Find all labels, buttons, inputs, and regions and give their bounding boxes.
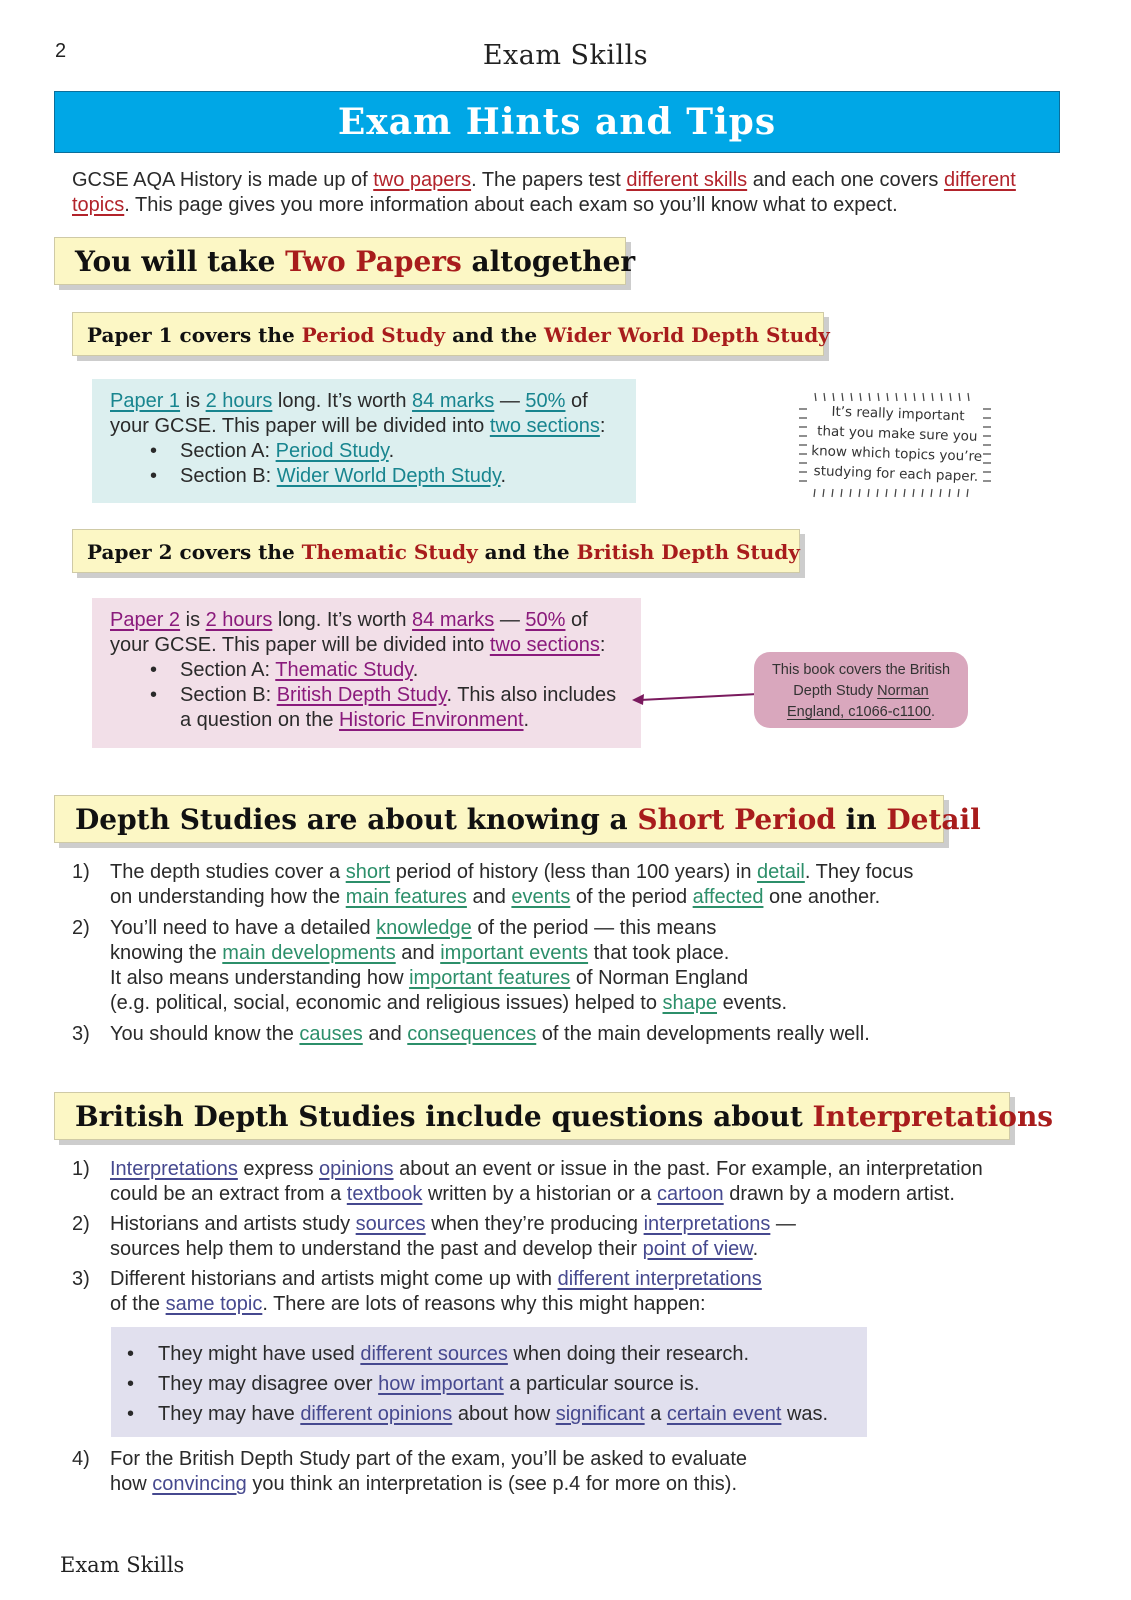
depth-list: 1) The depth studies cover a short period of history (less than 100 years) in detail. They focus on understanding how the main features and events of the period affected one another. 2) You’ll need to have a detailed knowledge of the period — this means knowing the main developments and important events that took place. It also means understanding how important features of Norman England (e.g. political, social, economic and religious issues) helped to shape events. 3) You should know the causes and consequences of the main developments really well.	[72, 861, 914, 1045]
link-two-sections[interactable]: two sections	[489, 634, 600, 656]
arrow-icon	[630, 688, 760, 708]
page-title: Exam Hints and Tips	[337, 101, 777, 143]
page-number: 2	[55, 40, 67, 62]
link-topics[interactable]: topics	[72, 194, 125, 216]
list-item: • Section A: Period Study.	[150, 440, 395, 462]
heading-depth-studies: Depth Studies are about knowing a Short Period in Detail	[54, 795, 944, 843]
link-paper-2[interactable]: Paper 2	[110, 609, 181, 631]
link-two-sections[interactable]: two sections	[489, 415, 600, 437]
list-item: • Section A: Thematic Study.	[150, 659, 419, 681]
note-important: It’s really important that you make sure you know which topics you’re studying for each paper.	[810, 403, 983, 485]
heading-interpretations: British Depth Studies include questions about Interpretations	[54, 1092, 1010, 1140]
list-item: • They may disagree over how important a particular source is.	[127, 1373, 700, 1395]
link-different[interactable]: different	[943, 169, 1016, 191]
footer-label: Exam Skills	[60, 1553, 185, 1577]
list-item: • They may have different opinions about how significant a certain event was.	[127, 1403, 829, 1425]
heading-two-papers: You will take Two Papers altogether	[54, 237, 626, 285]
link-2-hours[interactable]: 2 hours	[205, 390, 273, 412]
link-50-percent[interactable]: 50%	[525, 609, 566, 631]
link-period-study[interactable]: Period Study	[275, 440, 389, 462]
link-wider-world-depth-study[interactable]: Wider World Depth Study	[276, 465, 501, 487]
link-paper-1[interactable]: Paper 1	[110, 390, 181, 412]
heading-paper-2: Paper 2 covers the Thematic Study and the British Depth Study	[72, 529, 800, 573]
link-2-hours[interactable]: 2 hours	[205, 609, 273, 631]
link-50-percent[interactable]: 50%	[525, 390, 566, 412]
link-british-depth-study[interactable]: British Depth Study	[276, 684, 447, 706]
list-item: • They might have used different sources when doing their research.	[127, 1343, 750, 1365]
title-bar	[54, 91, 1060, 153]
heading-paper-1: Paper 1 covers the Period Study and the Wider World Depth Study	[72, 312, 824, 356]
link-thematic-study[interactable]: Thematic Study	[275, 659, 413, 681]
intro-paragraph: GCSE AQA History is made up of two papers. The papers test different skills and each one covers different topics. This page gives you more information about each exam so you’ll know what to expect.	[72, 169, 1016, 216]
link-84-marks[interactable]: 84 marks	[412, 609, 495, 631]
paper-2-info-box: Paper 2 is 2 hours long. It’s worth 84 marks — 50% of your GCSE. This paper will be divided into two sections: • Section A: Thematic Study. • Section B: British Depth Study. This also includes a question on the Historic Environment.	[92, 598, 641, 748]
running-head: Exam Skills	[482, 40, 649, 71]
paper-1-info-box: Paper 1 is 2 hours long. It’s worth 84 marks — 50% of your GCSE. This paper will be divided into two sections: • Section A: Period Study. • Section B: Wider World Depth Study.	[92, 379, 636, 503]
list-item: • Section B: British Depth Study. This also includes	[150, 684, 617, 706]
interpretations-list: 1) Interpretations express opinions about an event or issue in the past. For example, an interpretation could be an extract from a textbook written by a historian or a cartoon drawn by a modern artist. 2) Historians and artists study sources when they’re producing interpretations — sources help them to understand the past and develop their point of view. 3) Different historians and artists might come up with different interpretations of the same topic. There are lots of reasons why this might happen: 4) For the British Depth Study part of the exam, you’ll be asked to evaluate how convincing you think an interpretation is (see p.4 for more on this).	[72, 1158, 983, 1495]
list-item: • Section B: Wider World Depth Study.	[150, 465, 507, 487]
link-two-papers[interactable]: two papers	[373, 169, 472, 191]
link-different-skills[interactable]: different skills	[626, 169, 748, 191]
link-historic-environment[interactable]: Historic Environment	[339, 709, 524, 731]
note-book-covers: This book covers the British Depth Study Norman England, c1066-c1100.	[754, 652, 968, 728]
reasons-box	[111, 1327, 867, 1437]
link-84-marks[interactable]: 84 marks	[412, 390, 495, 412]
